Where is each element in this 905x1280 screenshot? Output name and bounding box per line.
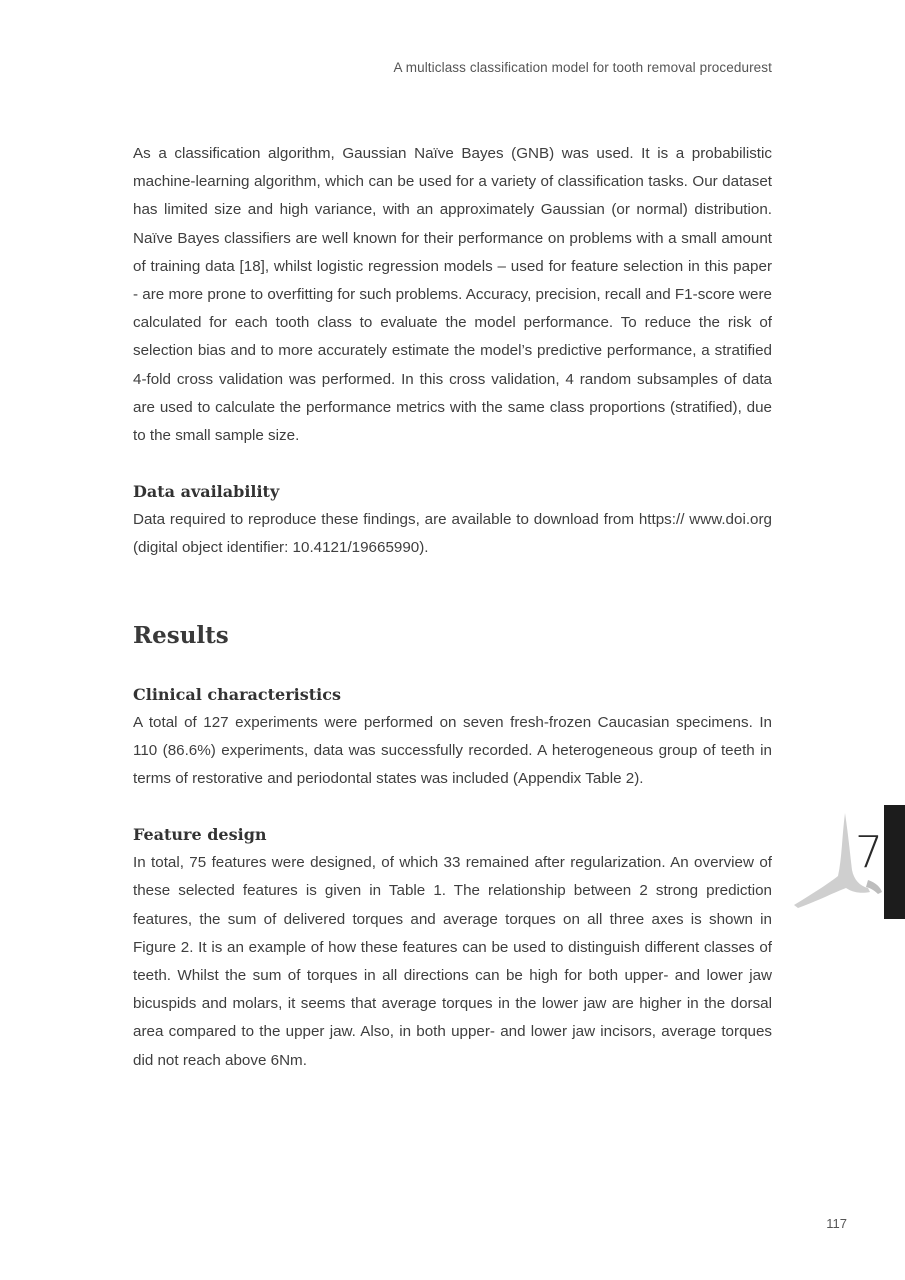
data-availability-paragraph: Data required to reproduce these findings, are available to download from https:// www.doi.org (digital object identifier: 10.4121/19665990). xyxy=(133,511,772,557)
results-heading: Results xyxy=(133,621,229,649)
feature-design-paragraph: In total, 75 features were designed, of which 33 remained after regularization. An overview of these selected features is given in Table 1. The relationship between 2 strong prediction features, the sum of delivered torques and average torques on all three axes is shown in Figure 2. It is an example of how these features can be used to distinguish different classes of teeth. Whilst the sum of torques in all directions can be high for both upper- and lower jaw bicuspids and molars, it seems that average torques in the lower jaw are higher in the dorsal area compared to the upper jaw. Also, in both upper- and lower jaw incisors, average torques did not reach above 6Nm. xyxy=(133,854,772,1069)
page-number: 117 xyxy=(826,1216,847,1231)
chapter-tab xyxy=(884,805,905,919)
data-availability-heading: Data availability xyxy=(133,482,280,502)
main-content xyxy=(133,140,772,1075)
clinical-characteristics-paragraph: A total of 127 experiments were performed on seven fresh-frozen Caucasian specimens. In 110 (86.6%) experiments, data was successfully recorded. A heterogeneous group of teeth in terms of restorative and periodontal states was included (Appendix Table 2). xyxy=(133,713,772,788)
feature-design-heading: Feature design xyxy=(133,825,267,845)
running-header: A multiclass classification model for tooth removal procedurest xyxy=(393,60,772,75)
chapter-number: 7 xyxy=(855,827,883,878)
clinical-characteristics-heading: Clinical characteristics xyxy=(133,684,341,704)
intro-paragraph: As a classification algorithm, Gaussian Naïve Bayes (GNB) was used. It is a probabilistic machine-learning algorithm, which can be used for a variety of classification tasks. Our dataset has limited size and high variance, with an approximately Gaussian (or normal) distribution. Naïve Bayes classifiers are well known for their performance on problems with a small amount of training data [18], whilst logistic regression models – used for feature selection in this paper - are more prone to overfitting for such problems. Accuracy, precision, recall and F1-score were calculated for each tooth class to evaluate the model performance. To reduce the risk of selection bias and to more accurately estimate the model’s predictive performance, a stratified 4-fold cross validation was performed. In this cross validation, 4 random subsamples of data are used to calculate the performance metrics with the same class proportions (stratified), due to the small sample size. xyxy=(133,145,772,445)
